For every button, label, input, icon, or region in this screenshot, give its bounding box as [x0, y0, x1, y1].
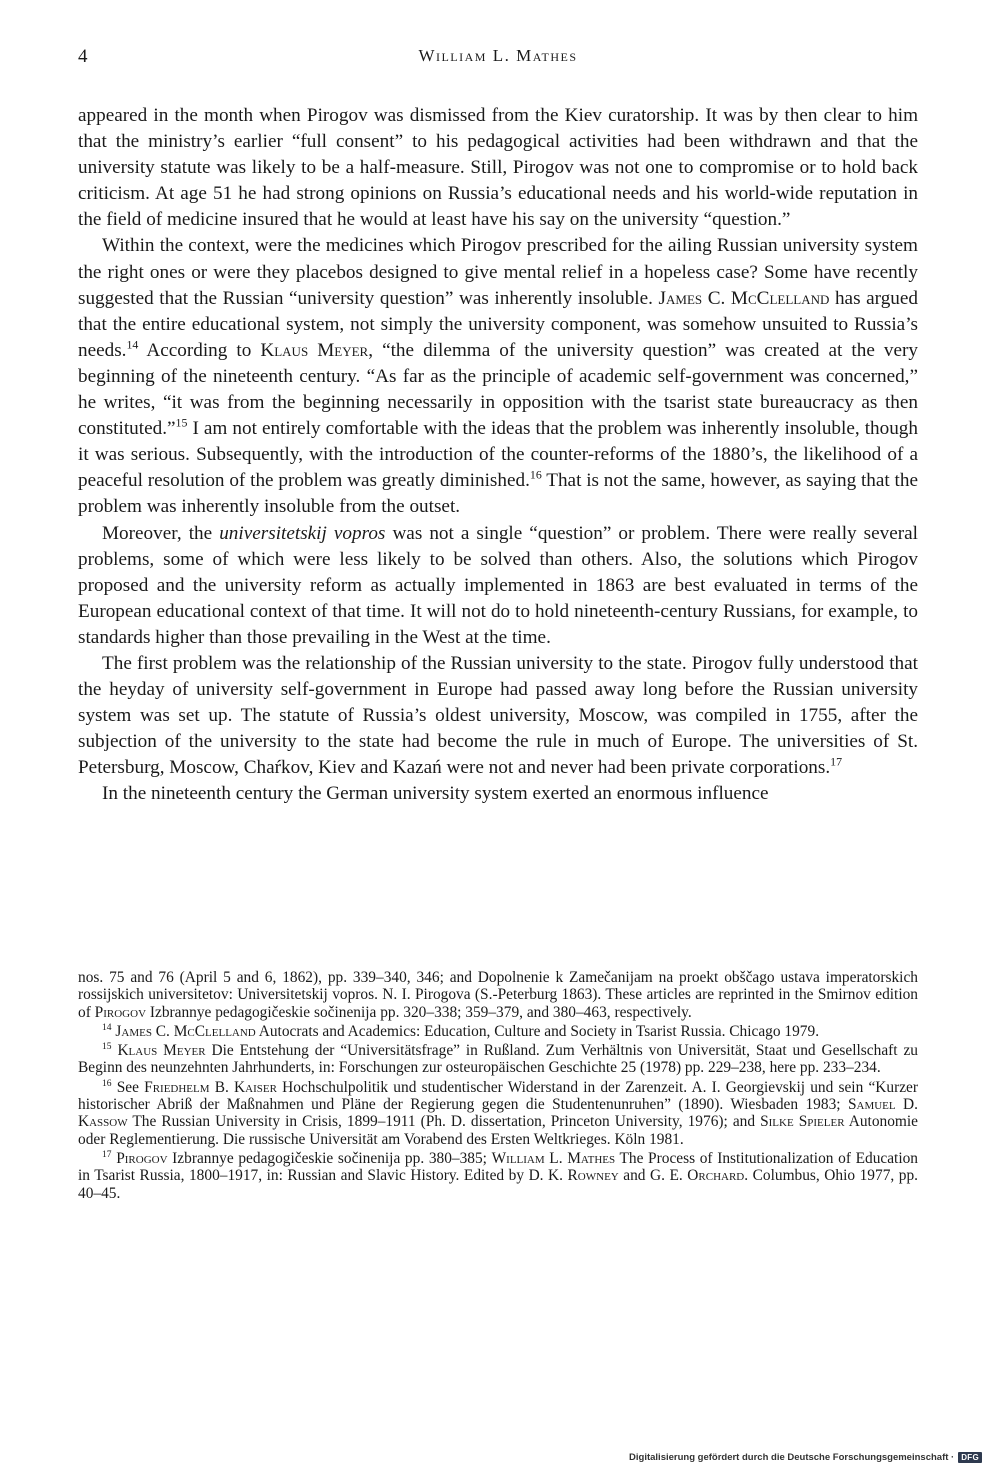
main-text [78, 103, 918, 808]
page-header [78, 46, 918, 72]
author-name: Pirogov [116, 1149, 168, 1167]
running-head: William L. Mathes [418, 46, 578, 65]
footnotes [78, 969, 918, 1204]
paragraph-4: The first problem was the relationship of the Russian university to the state. Pirogov fully understood that the heyday of university self-government in Europe had passed away long before the Russian university system was set up. The statute of Russia’s oldest university, Moscow, was compiled in 1755, after the subjection of the university to the state had become the rule in much of Europe. The universities of St. Petersburg, Moscow, Chaŕkov, Kiev and Kazań were not and never had been private corporations.$^{17}$ [78, 652, 918, 779]
footnote-number: 15 [102, 1041, 112, 1053]
footnote-14: $^{14}$ James C. McClelland Autocrats and Academics: Education, Culture and Society in Tsarist Russia. Chicago 1979. [102, 1021, 820, 1040]
author-name: Pirogov [94, 1003, 147, 1021]
footnote-16: $^{16}$ See Friedhelm B. Kaiser Hochschulpolitik und studentischer Widerstand in der Zarenzeit. A. I. Georgievskij und sein “Kurzer historischer Abriß der Maßnahmen und Pläne der Regierung gegen die Studentenunruhen” (1890). Wiesbaden 1983; Samuel D. Kassow The Russian University in Crisis, 1899–1911 (Ph. D. dissertation, Princeton University, 1976); and Silke Spieler Autonomie oder Reglementierung. Die russische Universität am Vorabend des Ersten Weltkrieges. Köln 1981. [78, 1077, 919, 1148]
author-name: Klaus Meyer [117, 1042, 206, 1060]
author-name: G. E. Orchard [650, 1167, 745, 1185]
author-name: William L. Mathes [491, 1149, 616, 1167]
footnote-ref-16: 16 [529, 467, 542, 482]
footnote-continued: nos. 75 and 76 (April 5 and 6, 1862), pp. 339–340, 346; and Dopolnenie k Zamečanijam na proekt obščago ustava imperatorskich rossijskich universitetov: Universitetskij vopros. N. I. Pirogova (S.-Peterburg 1863). These articles are reprinted in the Smirnov edition of Pirogov Izbrannye pedagogičeskie sočinenija pp. 320–338; 359–379, and 380–463, respectively. [78, 969, 918, 1021]
digitization-credit [629, 1452, 982, 1463]
author-name: Friedhelm B. Kaiser [144, 1078, 277, 1096]
footnote-ref-17: 17 [830, 754, 843, 769]
footnote-15: $^{15}$ Klaus Meyer Die Entstehung der “Universitätsfrage” in Rußland. Zum Verhältnis von Universität, Staat und Gesellschaft zu Beginn des neunzehnten Jahrhunderts, in: Forschungen zur osteuropäischen Geschichte 25 (1978) pp. 229–238, here pp. 233–234. [78, 1041, 918, 1077]
dfg-logo-icon: DFG [958, 1452, 982, 1463]
footnote-number: 17 [102, 1148, 112, 1160]
footnote-ref-15: 15 [175, 415, 188, 430]
author-name: Klaus Meyer [260, 339, 369, 361]
paragraph-1: appeared in the month when Pirogov was dismissed from the Kiev curatorship. It was by then clear to him that the ministry’s earlier “full consent” to his pedagogical activities had been withdrawn and that the university statute was likely to be a half-measure. Still, Pirogov was not one to compromise or to hold back criticism. At age 51 he had strong opinions on Russia’s educational needs and his world-wide reputation in the field of medicine insured that he would at least have his say on the university “question.” [78, 105, 918, 231]
paragraph-3: Moreover, the universitetskij vopros was not a single “question” or problem. There were really several problems, some of which were less likely to be solved than others. Also, the solutions which Pirogov proposed and the university reform as actually implemented in 1863 are best evaluated in terms of the European educational context of that time. It will not do to hold nineteenth-century Russians, for example, to standards higher than those prevailing in the West at the time. [78, 522, 918, 648]
credit-text: Digitalisierung gefördert durch die Deutsche Forschungsgemeinschaft · [629, 1452, 955, 1463]
page-number: 4 [78, 46, 88, 67]
footnote-number: 16 [102, 1077, 112, 1089]
author-name: James C. McClelland [115, 1022, 256, 1040]
footnote-17: $^{17}$ Pirogov Izbrannye pedagogičeskie sočinenija pp. 380–385; William L. Mathes The Process of Institutionalization of Education in Tsarist Russia, 1800–1917, in: Russian and Slavic History. Edited by D. K. Rowney and G. E. Orchard. Columbus, Ohio 1977, pp. 40–45. [78, 1148, 918, 1202]
paragraph-5: In the nineteenth century the German university system exerted an enormous influence [102, 783, 769, 805]
author-name: James C. McClelland [658, 287, 830, 309]
footnote-number: 14 [102, 1021, 112, 1033]
paragraph-2: Within the context, were the medicines which Pirogov prescribed for the ailing Russian university system the right ones or were they placebos designed to give mental relief in a hopeless case? Some have recently suggested that the Russian “university question” was inherently insoluble. James C. McClelland has argued that the entire educational system, not simply the university component, was somehow unsuited to Russia’s needs.$^{14}$ According to Klaus Meyer, “the dilemma of the university question” was created at the very beginning of the nineteenth century. “As far as the principle of academic self-government was concerned,” he writes, “it was from the beginning necessarily in opposition with the tsarist state bureaucracy as then constituted.”$^{15}$ I am not entirely comfortable with the ideas that the problem was inherently insoluble, though it was serious. Subsequently, with the introduction of the counter-reforms of the 1880’s, the likelihood of a peaceful resolution of the problem was greatly diminished.$^{16}$ That is not the same, however, as saying that the problem was inherently insoluble from the outset. [78, 235, 918, 518]
author-name: Silke Spieler [760, 1113, 845, 1131]
author-name: Samuel D. Kassow [78, 1096, 918, 1131]
italic-term: universitetskij vopros [219, 522, 386, 544]
author-name: D. K. Rowney [528, 1167, 619, 1185]
footnote-ref-14: 14 [126, 337, 139, 352]
